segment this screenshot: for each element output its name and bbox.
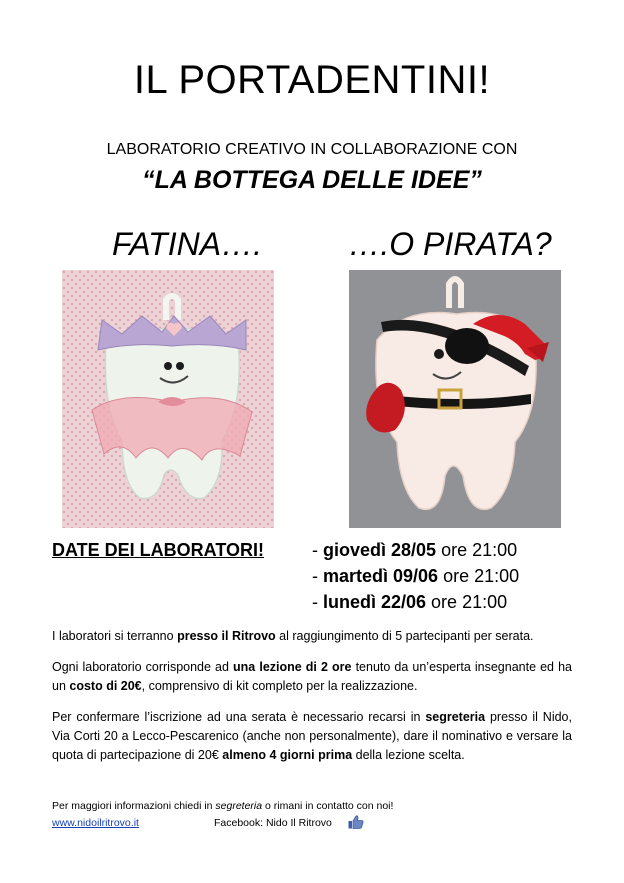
date-line (312, 592, 507, 613)
dates-heading: DATE DEI LABORATORI! (52, 540, 264, 560)
fatina-heading: FATINA…. (112, 226, 262, 262)
bold-span: segreteria (425, 710, 486, 724)
website-link[interactable]: www.nidoilritrovo.it (52, 817, 139, 829)
italic-span: segreteria (215, 800, 263, 812)
info-paragraph-registration (52, 708, 572, 765)
fairy-tooth-felt-icon (62, 270, 274, 528)
bold-span: una lezione di 2 ore (233, 660, 352, 674)
info-paragraph-location (52, 627, 572, 646)
text-span: Ogni laboratorio corrisponde ad (52, 660, 234, 674)
facebook-label: Facebook: Nido Il Ritrovo (214, 817, 332, 829)
date-prefix: - (312, 540, 323, 560)
pirate-tooth-felt-icon (349, 270, 561, 528)
bold-span: almeno 4 giorni prima (222, 748, 353, 762)
date-line (312, 566, 519, 587)
date-prefix: - (312, 592, 323, 612)
text-span: Per confermare l’iscrizione ad una serata è necessario recarsi in (52, 710, 426, 724)
text-span: Per maggiori informazioni chiedi in (52, 800, 216, 812)
bold-span: presso il Ritrovo (177, 629, 276, 643)
partner-name: “LA BOTTEGA DELLE IDEE” (142, 166, 482, 194)
pirata-heading: ….O PIRATA? (348, 226, 552, 262)
date-time: ore 21:00 (436, 540, 518, 560)
date-time: ore 21:00 (426, 592, 508, 612)
subtitle: LABORATORIO CREATIVO IN COLLABORAZIONE CON (106, 141, 518, 158)
text-span: o rimani in contatto con noi! (262, 800, 394, 812)
pirate-tooth-photo (349, 270, 561, 528)
date-line (312, 540, 517, 561)
text-span: al raggiungimento di 5 partecipanti per serata. (275, 629, 534, 643)
thumbs-up-icon (348, 815, 364, 834)
date-prefix: - (312, 566, 323, 586)
text-span: della lezione scelta. (352, 748, 465, 762)
date-day: lunedì 22/06 (323, 592, 427, 612)
text-span: presso il Nido, Via Corti 20 a Lecco-Pescarenico (anche non personalmente), dare il nominativo e versare la quota di partecipazione di 20€ (52, 710, 572, 762)
date-day: giovedì 28/05 (323, 540, 437, 560)
page-title: IL PORTADENTINI! (133, 58, 491, 102)
date-day: martedì 09/06 (323, 566, 439, 586)
bold-span: costo di 20€ (69, 679, 142, 693)
text-span: , comprensivo di kit completo per la realizzazione. (141, 679, 418, 693)
fairy-tooth-photo (62, 270, 274, 528)
info-paragraph-cost (52, 658, 572, 696)
text-span: tenuto da un’esperta insegnante ed ha un (52, 660, 573, 693)
text-span: I laboratori si terranno (52, 629, 178, 643)
footer-info (52, 800, 393, 812)
date-time: ore 21:00 (438, 566, 520, 586)
